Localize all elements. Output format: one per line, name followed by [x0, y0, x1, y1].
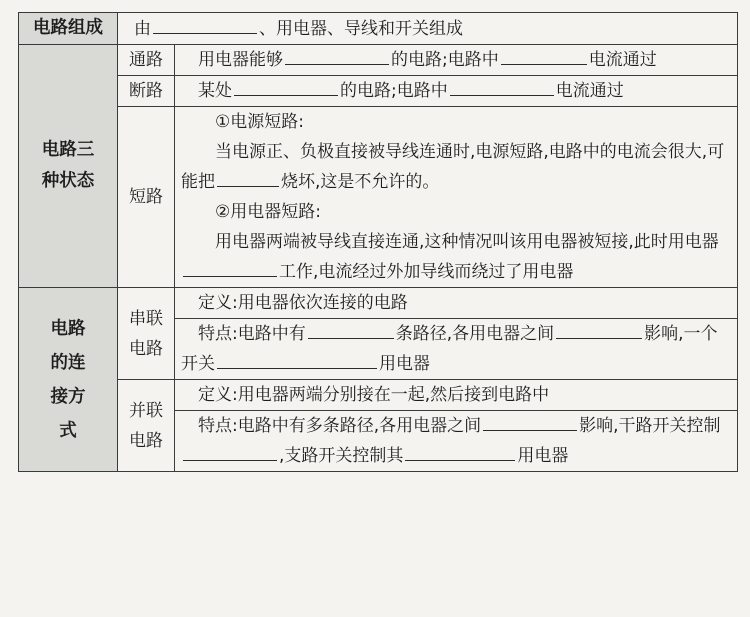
parallel-feature-d: 用电器 — [517, 446, 569, 466]
power-short-text-a: 当电源正、负极直接被导线连通时,电源短路,电路中的电流会很大,可能把 — [181, 142, 725, 192]
parallel-feature-a: 特点:电路中有多条路径,各用电器之间 — [198, 416, 482, 436]
power-short-text-b: 烧坏,这是不允许的。 — [281, 172, 440, 192]
state-open-row — [19, 45, 738, 76]
composition-header: 电路组成 — [19, 13, 118, 45]
open-text-a: 用电器能够 — [198, 50, 283, 70]
device-short-text — [181, 227, 731, 287]
blank-broken-2[interactable] — [450, 94, 554, 96]
states-header — [19, 45, 118, 288]
blank-power-source[interactable] — [153, 32, 257, 34]
series-feature-d: 用电器 — [379, 354, 430, 374]
broken-text-a: 某处 — [198, 81, 232, 101]
blank-broken-1[interactable] — [234, 94, 338, 96]
blank-series-influence[interactable] — [556, 337, 642, 339]
composition-content — [118, 13, 738, 45]
blank-open-2[interactable] — [501, 63, 587, 65]
composition-row — [19, 13, 738, 45]
open-text-c: 电流通过 — [588, 50, 657, 70]
parallel-label-text: 并联电路 — [128, 400, 163, 451]
broken-text-b: 的电路;电路中 — [340, 81, 448, 101]
connection-header-label: 电路的连接方式 — [50, 318, 86, 441]
composition-text-b: 、用电器、导线和开关组成 — [259, 18, 463, 39]
power-short-title: ①电源短路: — [215, 112, 304, 132]
series-feature — [175, 319, 738, 380]
parallel-feature-c: ,支路开关控制其 — [279, 446, 404, 466]
open-circuit-content — [175, 45, 738, 76]
composition-text-a: 由 — [134, 18, 151, 39]
states-header-label: 电路三种状态 — [41, 140, 95, 191]
short-circuit-label: 短路 — [118, 107, 175, 288]
circuit-summary-table — [18, 12, 738, 472]
broken-circuit-content — [175, 76, 738, 107]
power-short-text — [181, 137, 731, 197]
parallel-feature-b: 影响,干路开关控制 — [579, 416, 721, 436]
blank-open-1[interactable] — [285, 63, 389, 65]
blank-series-switch[interactable] — [217, 367, 377, 369]
series-feature-c: 影响,一个开关 — [181, 324, 718, 374]
series-definition-text: 定义:用电器依次连接的电路 — [198, 293, 408, 313]
blank-parallel-influence[interactable] — [483, 429, 577, 431]
connection-header — [19, 288, 118, 472]
series-label — [118, 288, 175, 380]
broken-circuit-label: 断路 — [118, 76, 175, 107]
state-short-row — [19, 107, 738, 288]
series-definition — [175, 288, 738, 319]
state-broken-row — [19, 76, 738, 107]
blank-parallel-branch-switch[interactable] — [405, 459, 515, 461]
open-circuit-label: 通路 — [118, 45, 175, 76]
series-feature-text — [181, 319, 731, 379]
device-short-text-a: 用电器两端被导线直接连通,这种情况叫该用电器被短接,此时用电器 — [215, 232, 719, 252]
series-label-text: 串联电路 — [128, 308, 163, 359]
parallel-definition-text: 定义:用电器两端分别接在一起,然后接到电路中 — [198, 385, 550, 405]
broken-text-c: 电流通过 — [555, 81, 624, 101]
series-definition-row — [19, 288, 738, 319]
series-feature-b: 条路径,各用电器之间 — [395, 324, 555, 344]
short-circuit-content — [175, 107, 738, 288]
parallel-definition-row — [19, 380, 738, 411]
blank-power-short[interactable] — [217, 185, 279, 187]
open-text-b: 的电路;电路中 — [391, 50, 499, 70]
series-feature-a: 特点:电路中有 — [198, 324, 306, 344]
parallel-label — [118, 380, 175, 472]
blank-series-paths[interactable] — [308, 337, 394, 339]
device-short-title: ②用电器短路: — [215, 202, 321, 222]
parallel-definition — [175, 380, 738, 411]
device-short-text-b: 工作,电流经过外加导线而绕过了用电器 — [279, 262, 574, 282]
blank-parallel-main-switch[interactable] — [183, 459, 277, 461]
parallel-feature — [175, 411, 738, 472]
blank-device-short[interactable] — [183, 275, 277, 277]
parallel-feature-text — [181, 411, 731, 471]
